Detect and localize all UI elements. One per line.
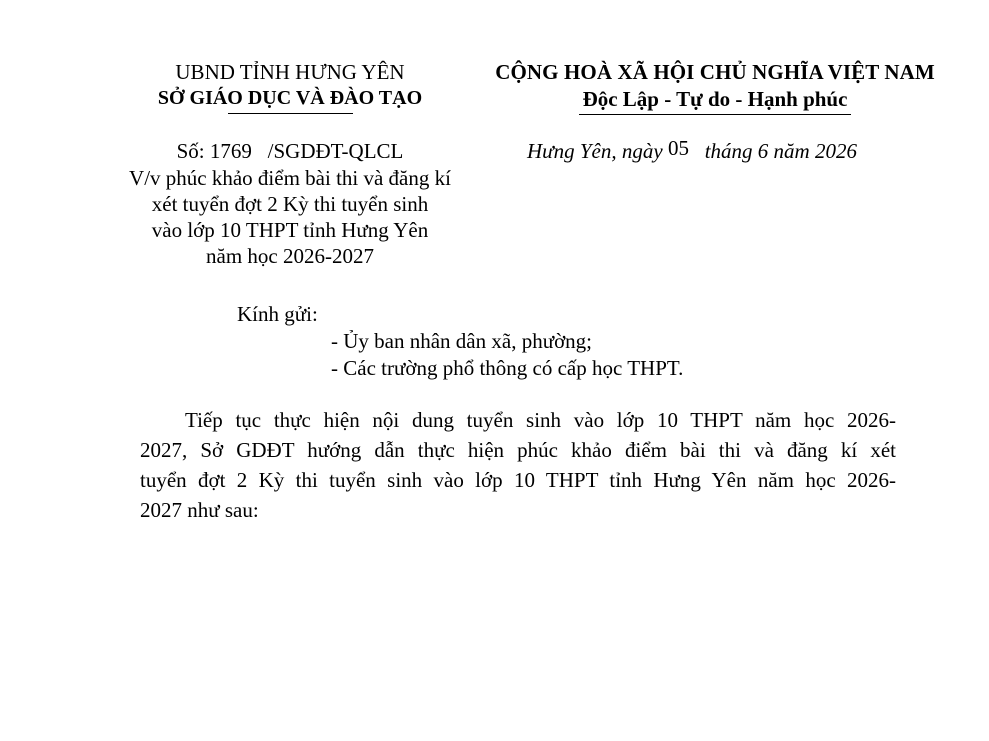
body-paragraph bbox=[140, 405, 896, 525]
document-number-prefix: Số: 1769 bbox=[176, 139, 252, 163]
subject-line: vào lớp 10 THPT tỉnh Hưng Yên bbox=[151, 218, 429, 242]
recipients-list bbox=[331, 328, 683, 382]
date-month-year: tháng 6 năm 2026 bbox=[704, 139, 857, 163]
department-underline bbox=[228, 113, 353, 114]
document-number bbox=[120, 139, 460, 164]
body-line: Tiếp tục thực hiện nội dung tuyển sinh vào lớp 10 THPT năm học 2026- bbox=[185, 408, 896, 432]
document-number-suffix: /SGDĐT-QLCL bbox=[267, 139, 404, 163]
issuing-agency: UBND TỈNH HƯNG YÊN bbox=[175, 60, 405, 84]
subject-line: xét tuyển đợt 2 Kỳ thi tuyển sinh bbox=[151, 192, 429, 216]
national-title: CỘNG HOÀ XÃ HỘI CHỦ NGHĨA VIỆT NAM bbox=[495, 60, 935, 84]
body-line: tuyển đợt 2 Kỳ thi tuyển sinh vào lớp 10 THPT tỉnh Hưng Yên năm học 2026- bbox=[140, 468, 896, 492]
document-subject bbox=[95, 165, 485, 269]
issuing-department: SỞ GIÁO DỤC VÀ ĐÀO TẠO bbox=[157, 87, 423, 109]
body-line: 2027, Sở GDĐT hướng dẫn thực hiện phúc khảo điểm bài thi và đăng kí xét bbox=[140, 438, 896, 462]
subject-line: năm học 2026-2027 bbox=[206, 244, 374, 268]
date-place-label: Hưng Yên, ngày bbox=[527, 139, 663, 163]
motto-underline bbox=[579, 114, 851, 115]
recipient-item: - Các trường phổ thông có cấp học THPT. bbox=[331, 356, 684, 380]
recipient-item: - Ủy ban nhân dân xã, phường; bbox=[331, 329, 593, 353]
document-date bbox=[527, 136, 857, 164]
body-line: 2027 như sau: bbox=[140, 498, 259, 522]
national-motto: Độc Lập - Tự do - Hạnh phúc bbox=[582, 87, 848, 111]
date-day: 05 bbox=[667, 136, 689, 160]
recipients-label: Kính gửi: bbox=[237, 302, 318, 326]
subject-line: V/v phúc khảo điểm bài thi và đăng kí bbox=[129, 166, 451, 190]
